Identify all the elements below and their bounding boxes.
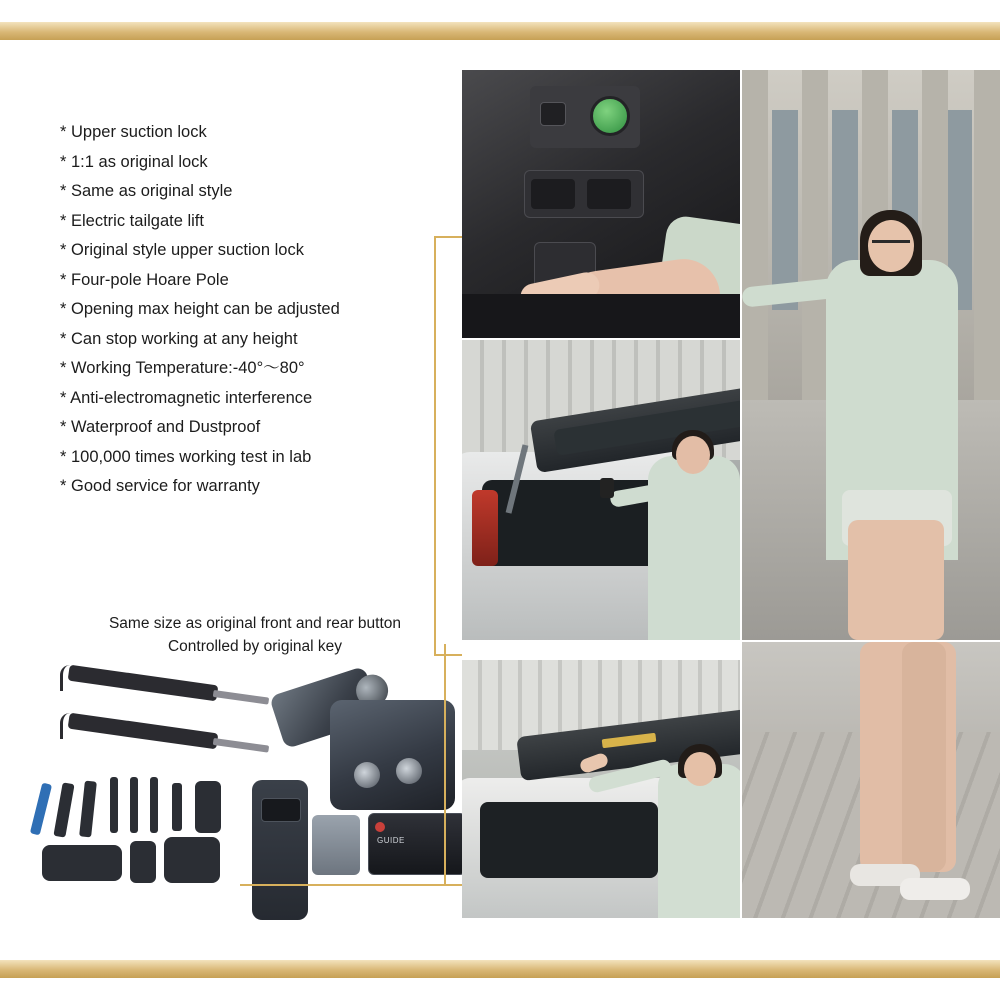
bolt-3 [150, 777, 158, 833]
feature-list [60, 118, 460, 502]
connector-line [434, 236, 464, 238]
feature-item: * 1:1 as original lock [60, 152, 208, 171]
top-gold-band [0, 22, 1000, 40]
parts-caption [60, 612, 450, 658]
connector-line [434, 654, 462, 656]
feature-item: * Good service for warranty [60, 477, 260, 495]
feature-item: * Electric tailgate lift [60, 211, 204, 230]
suction-lock-latch [330, 700, 455, 810]
feature-item: * Opening max height can be adjusted [60, 300, 340, 318]
control-module [368, 813, 466, 875]
parts-photo [30, 665, 450, 890]
connector-line [444, 884, 464, 886]
bracket-2 [79, 781, 97, 838]
tailgate-touch-photo [462, 660, 740, 918]
connector-line [240, 884, 446, 886]
ecu-label: GUIDE [377, 836, 405, 845]
connector-line [444, 644, 446, 884]
feature-item: * Waterproof and Dustproof [60, 418, 261, 436]
bolt-2 [130, 777, 138, 833]
feature-item: * Original style upper suction lock [60, 241, 304, 259]
feature-item: * Working Temperature:-40°～80° [60, 359, 305, 377]
control-switch [252, 780, 308, 920]
tailgate-open-photo [462, 340, 740, 640]
connector-1 [130, 841, 156, 883]
bottom-gold-band [0, 960, 1000, 978]
bolt-4 [172, 783, 182, 831]
blue-bracket [30, 783, 52, 836]
feature-item: * Same as original style [60, 182, 233, 200]
caption-line-2: Controlled by original key [167, 638, 343, 655]
connector-line [434, 236, 436, 656]
mount-plate [312, 815, 360, 875]
strut-cable-2 [60, 713, 107, 739]
feature-item: * 100,000 times working test in lab [60, 447, 312, 466]
feature-item: * Anti-electromagnetic interference [60, 388, 313, 407]
top-band-white-rule [0, 40, 1000, 43]
wiring-harness-1 [195, 781, 221, 833]
wiring-harness-2 [164, 837, 220, 883]
feature-item: * Upper suction lock [60, 123, 207, 141]
bracket-1 [53, 782, 74, 837]
bolt-1 [110, 777, 118, 833]
mount-bracket [42, 845, 122, 881]
caption-line-1: Same size as original front and rear button [108, 615, 402, 632]
street-walk-photo [742, 642, 1000, 918]
strut-cable-1 [60, 665, 107, 691]
remote-key-icon [600, 478, 614, 498]
dashboard-button-photo [462, 70, 740, 338]
eco-button-icon [590, 96, 630, 136]
feature-item: * Can stop working at any height [60, 329, 298, 348]
feature-item: * Four-pole Hoare Pole [60, 270, 229, 289]
street-woman-photo [742, 70, 1000, 640]
